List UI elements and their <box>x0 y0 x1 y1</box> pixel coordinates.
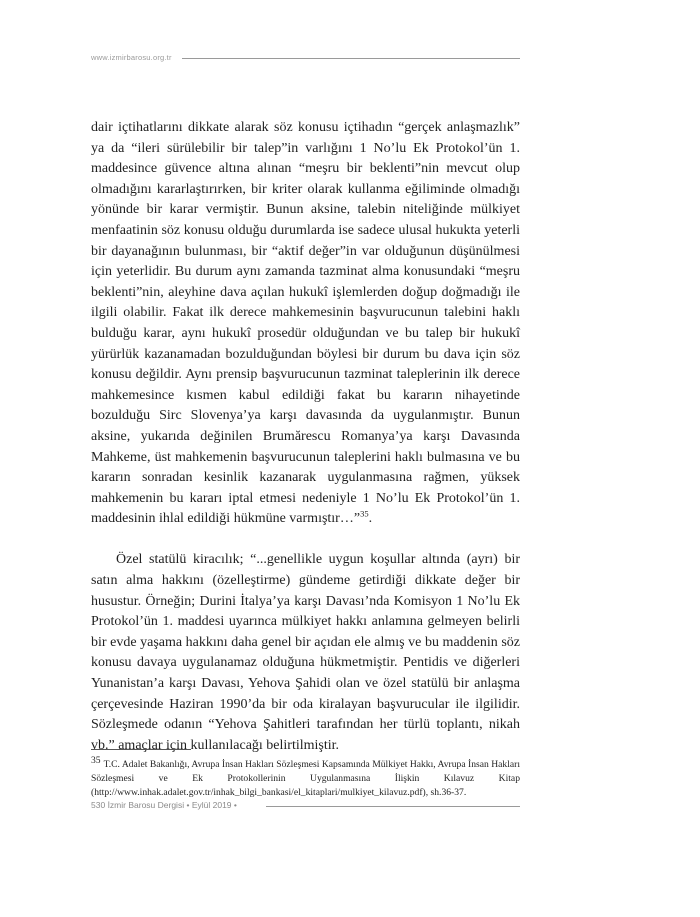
paragraph-2-text: Özel statülü kiracılık; “...genellikle uygun koşullar altında (ayrı) bir satın alma hakkını (özelleştirme) gündeme getirdiği dikkate değer bir husustur. Örneğin; Durini İtalya’ya karşı Davası’nda Komisyon 1 No’lu Ek Protokol’ün 1. maddesi uyarınca mülkiyet hakkı anlamına gelmeyen belirli bir evde yaşama hakkını daha genel bir açıdan ele almış ve bu maddenin söz konusu davaya uygulanamaz olduğuna hükmetmiştir. Pentidis ve diğerleri Yunanistan’a karşı Davası, Yehova Şahidi olan ve özel statülü bir anlaşma çerçevesinde Haziran 1990’da bir oda kiralayan başvurucular ile ilgilidir. Sözleşmede odanın “Yehova Şahitleri tarafından her türlü toplantı, nikah vb.” amaçlar için kullanılacağı belirtilmiştir. <box>91 552 520 753</box>
paragraph-1 <box>91 118 520 530</box>
footer-separator: • <box>186 800 190 810</box>
body-text <box>91 118 520 756</box>
issue-date: Eylül 2019 <box>191 800 232 810</box>
paragraph-1-text: dair içtihatlarını dikkate alarak söz konusu içtihadın “gerçek anlaşmazlık” ya da “ileri sürülebilir bir talep”in varlığını 1 No’lu Ek Protokol’ün 1. maddesince güvence altına alınan “meşru bir beklenti”nin mevcut olup olmadığını kararlaştırırken, bir kriter olarak kullanma eğiliminde olmadığı yönünde bir karar vermiştir. Bunun aksine, talebin niteliğinde mülkiyet menfaatinin söz konusu olduğu durumlarda ise sadece ulusal hukukta yeterli bir dayanağının bulunması, bir “aktif değer”in var olduğunun düşünülmesi için yeterlidir. Bu durum aynı zamanda tazminat alma konusundaki “meşru beklenti”nin, aleyhine dava açılan hukukî işlemlerden doğup doğmadığı ile ilgili olabilir. Fakat ilk derece mahkemesinin başvurucunun talebini haklı bulduğu karar, aynı hukukî prosedür olduğundan ve bu talep bir hukukî yürürlük kazanamadan bozulduğundan böylesi bir durum bu dava için söz konusu değildir. Aynı prensip başvurucunun tazminat taleplerinin ilk derece mahkemesince kısmen kabul edildiği fakat bu kararın nihayetinde bozulduğu Sirc Slovenya’ya karşı davasında da uygulanmıştır. Bunun aksine, yukarıda değinilen Brumărescu Romanya’ya karşı Davasında Mahkeme, üst mahkemenin başvurucunun taleplerini haklı bulmasına ve bu kararın sonradan kesinlik kazanarak uygulanmasına rağmen, yüksek mahkemenin bu kararı iptal etmesi nedeniyle 1 No’lu Ek Protokol’ün 1. maddesinin ihlal edildiği hükmüne varmıştır…” <box>91 120 520 527</box>
footnote-number: 35 <box>91 755 101 766</box>
page-number: 530 <box>91 800 106 810</box>
page-footer <box>91 800 237 810</box>
journal-name: İzmir Barosu Dergisi <box>107 800 185 810</box>
footnote <box>91 754 520 800</box>
footnote-rule <box>91 749 191 750</box>
header-rule <box>182 58 520 59</box>
footnote-text: T.C. Adalet Bakanlığı, Avrupa İnsan Hakları Sözleşmesi Kapsamında Mülkiyet Hakkı, Avrupa İnsan Hakları Sözleşmesi ve Ek Protokollerinin Uygulanmasına İlişkin Kılavuz Kitap (http://www.inhak.adalet.gov.tr/inhak_bilgi_bankasi/el_kitaplari/mulkiyet_kilavuz.pdf), sh.36-37. <box>91 759 520 799</box>
paragraph-1-end: . <box>368 511 373 527</box>
footer-rule <box>266 806 520 807</box>
paragraph-2 <box>91 550 520 756</box>
header-url: www.izmirbarosu.org.tr <box>91 53 172 62</box>
footer-trailing-separator: • <box>233 800 237 810</box>
footnote-reference[interactable]: 35 <box>360 508 369 519</box>
